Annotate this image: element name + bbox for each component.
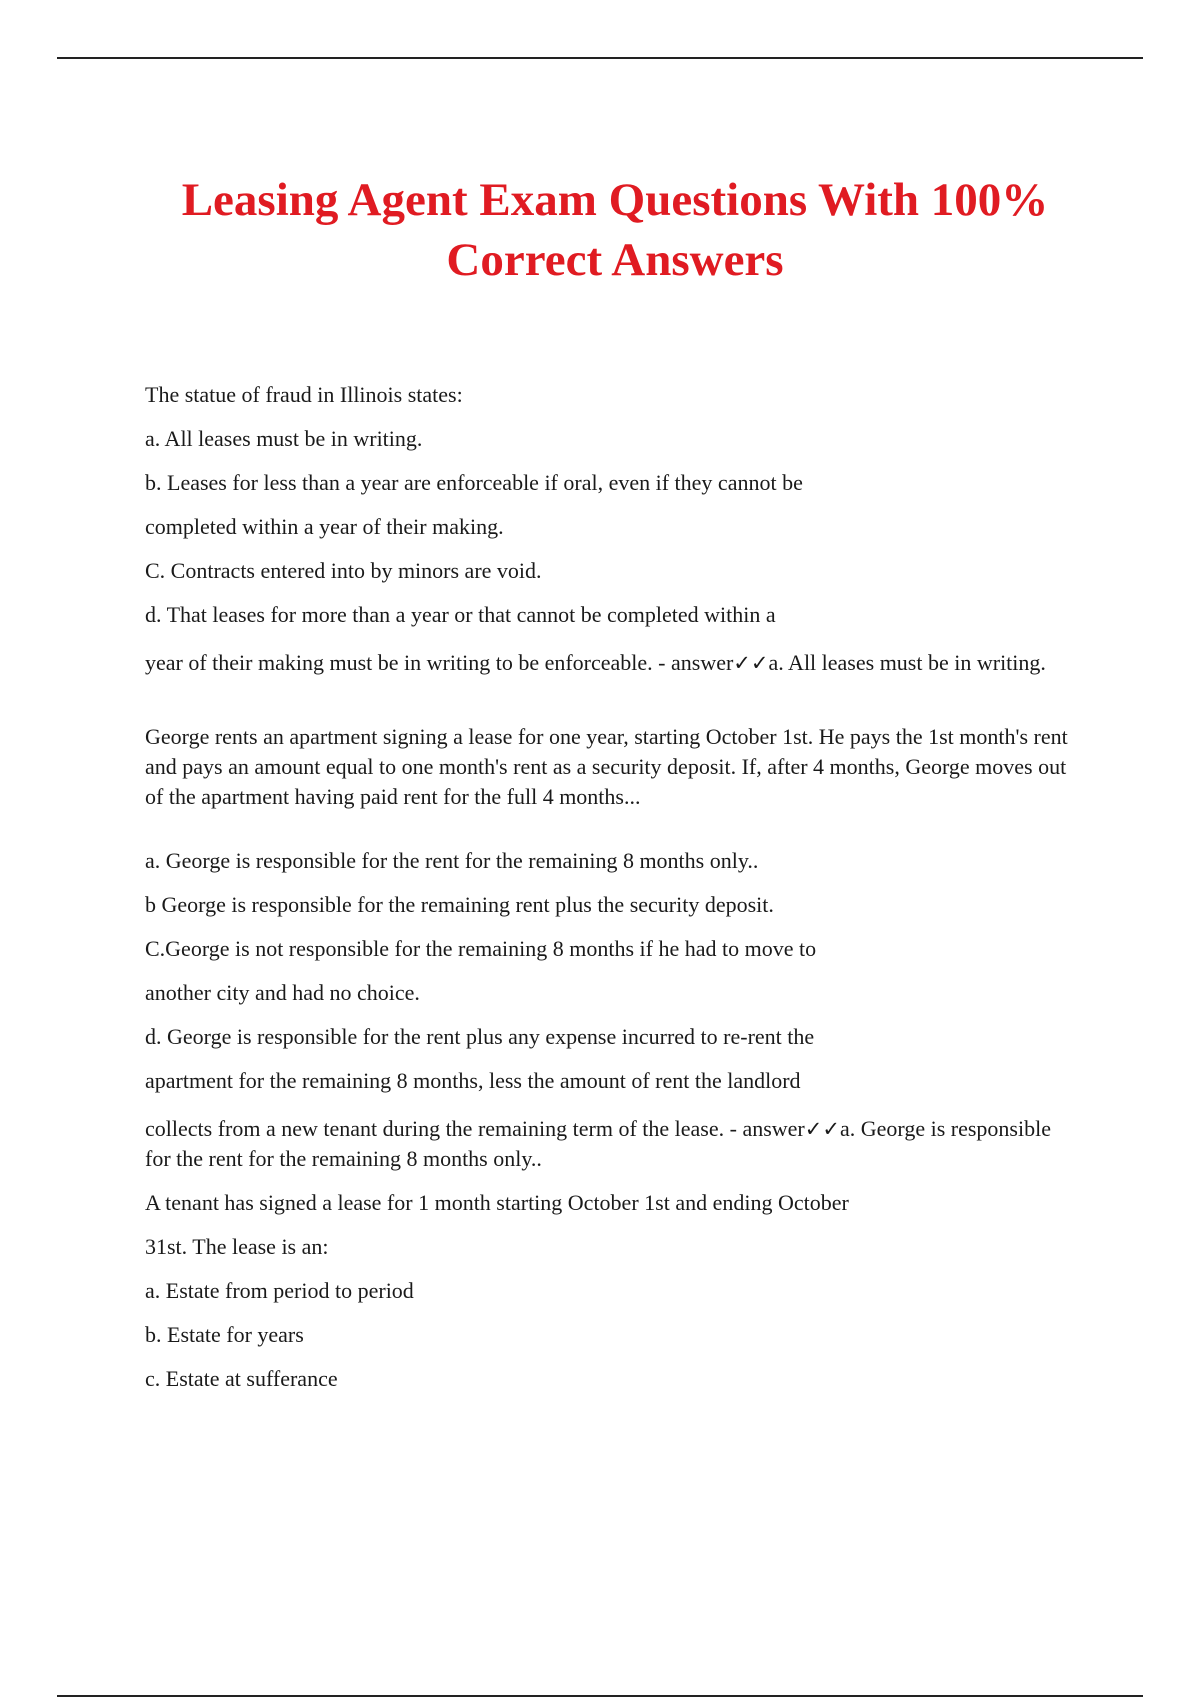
document-title <box>100 170 1130 290</box>
question-2-answer-text: a. George is responsible for the rent for the remaining 8 months only.. <box>145 1116 1051 1171</box>
title-line-2: Correct Answers <box>446 234 784 286</box>
question-1-option-b-continued: completed within a year of their making. <box>145 514 504 539</box>
question-2-option-c: C.George is not responsible for the remaining 8 months if he had to move to <box>145 936 817 961</box>
question-2-answer <box>145 1114 1075 1174</box>
question-1-option-b: b. Leases for less than a year are enforceable if oral, even if they cannot be <box>145 470 803 495</box>
top-rule <box>57 57 1143 59</box>
bottom-rule <box>57 1695 1143 1697</box>
question-1-stem: The statue of fraud in Illinois states: <box>145 382 463 407</box>
double-check-icon: ✓✓ <box>804 1117 840 1141</box>
question-3-option-c: c. Estate at sufferance <box>145 1366 338 1391</box>
question-1-option-c: C. Contracts entered into by minors are void. <box>145 558 542 583</box>
question-2-option-a: a. George is responsible for the rent for the remaining 8 months only.. <box>145 848 759 873</box>
question-3-stem-continued: 31st. The lease is an: <box>145 1234 329 1259</box>
question-3-option-b: b. Estate for years <box>145 1322 304 1347</box>
question-1-option-d: d. That leases for more than a year or that cannot be completed within a <box>145 602 776 627</box>
question-2-option-d-continued: apartment for the remaining 8 months, less the amount of rent the landlord <box>145 1068 801 1093</box>
question-1-option-d-continued: year of their making must be in writing to be enforceable. - answer <box>145 650 734 675</box>
question-3-stem: A tenant has signed a lease for 1 month starting October 1st and ending October <box>145 1190 849 1215</box>
question-2-option-d: d. George is responsible for the rent plus any expense incurred to re-rent the <box>145 1024 815 1049</box>
question-2-stem: George rents an apartment signing a lease for one year, starting October 1st. He pays the 1st month's rent and pays an amount equal to one month's rent as a security deposit. If, after 4 months, George moves out of the apartment having paid rent for the full 4 months... <box>145 724 1068 809</box>
double-check-icon: ✓✓ <box>733 651 769 675</box>
question-1-answer <box>145 648 1075 678</box>
question-2-option-c-continued: another city and had no choice. <box>145 980 420 1005</box>
question-3-option-a: a. Estate from period to period <box>145 1278 414 1303</box>
question-1-option-a: a. All leases must be in writing. <box>145 426 423 451</box>
title-line-1: Leasing Agent Exam Questions With 100% <box>181 174 1049 226</box>
question-2-answer-prefix: collects from a new tenant during the remaining term of the lease. - answer <box>145 1116 805 1141</box>
question-2-option-b: b George is responsible for the remaining rent plus the security deposit. <box>145 892 774 917</box>
question-1-answer-text: a. All leases must be in writing. <box>768 650 1046 675</box>
